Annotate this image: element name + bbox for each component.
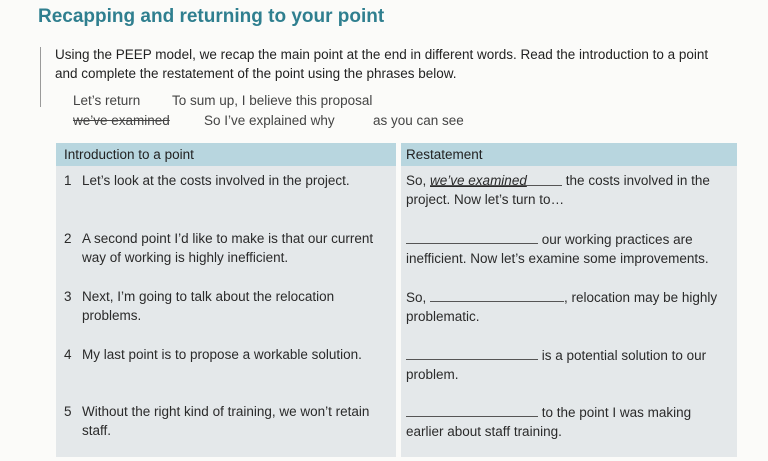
row-number: 1 [64,173,72,188]
restatement-text: , relocation may be highly problematic. [406,290,718,324]
intro-text: My last point is to propose a workable solution. [82,347,362,362]
restatement-cell [406,345,726,384]
answer-blank[interactable] [430,287,564,302]
answer-blank[interactable] [430,171,562,186]
restatement-text: our working practices are inefficient. Now let’s examine some improvements. [406,232,709,266]
restatement-cell [406,402,726,441]
restatement-cell [406,229,726,268]
restatement-text: to the point I was making earlier about staff training. [406,405,692,439]
restatement-cell [406,171,726,209]
row-number: 3 [64,289,72,304]
phrase-item: as you can see [373,113,464,128]
answer-blank[interactable] [406,229,538,244]
instruction-text: Using the PEEP model, we recap the main point at the end in different words. Read the introduction to a point and complete the restatement of the point using the phrases below. [55,47,709,81]
answer-blank[interactable] [406,345,538,360]
example-answer: we’ve examined [430,173,527,188]
restatement-text: is a potential solution to our problem. [406,348,707,382]
intro-text: Let’s look at the costs involved in the project. [82,173,350,188]
intro-text: Without the right kind of training, we won’t retain staff. [82,404,370,438]
row-number: 2 [64,231,72,246]
phrase-item: So I’ve explained why [204,113,335,128]
section-heading: Recapping and returning to your point [38,6,385,27]
phrase-item: Let’s return [73,93,141,108]
table-row [64,402,394,442]
phrase-item: To sum up, I believe this proposal [172,93,373,108]
column-header-intro: Introduction to a point [64,147,194,162]
answer-blank[interactable] [406,402,538,417]
intro-text: A second point I’d like to make is that our current way of working is highly inefficient. [82,231,374,265]
restatement-lead: So, [406,173,427,188]
column-divider [396,143,401,457]
table-row [64,171,394,211]
restatement-cell [406,287,726,326]
exercise-table [56,143,737,457]
phrase-item-used: we’ve examined [73,113,170,128]
instruction-rule [40,47,41,107]
restatement-text: the costs involved in the project. Now let’s turn to… [406,173,710,207]
table-row [64,287,394,327]
intro-text: Next, I’m going to talk about the relocation problems. [82,289,335,323]
table-row [64,229,394,269]
row-number: 5 [64,404,72,419]
row-number: 4 [64,347,72,362]
column-header-restatement: Restatement [406,147,483,162]
table-row [64,345,394,385]
restatement-lead: So, [406,290,427,305]
